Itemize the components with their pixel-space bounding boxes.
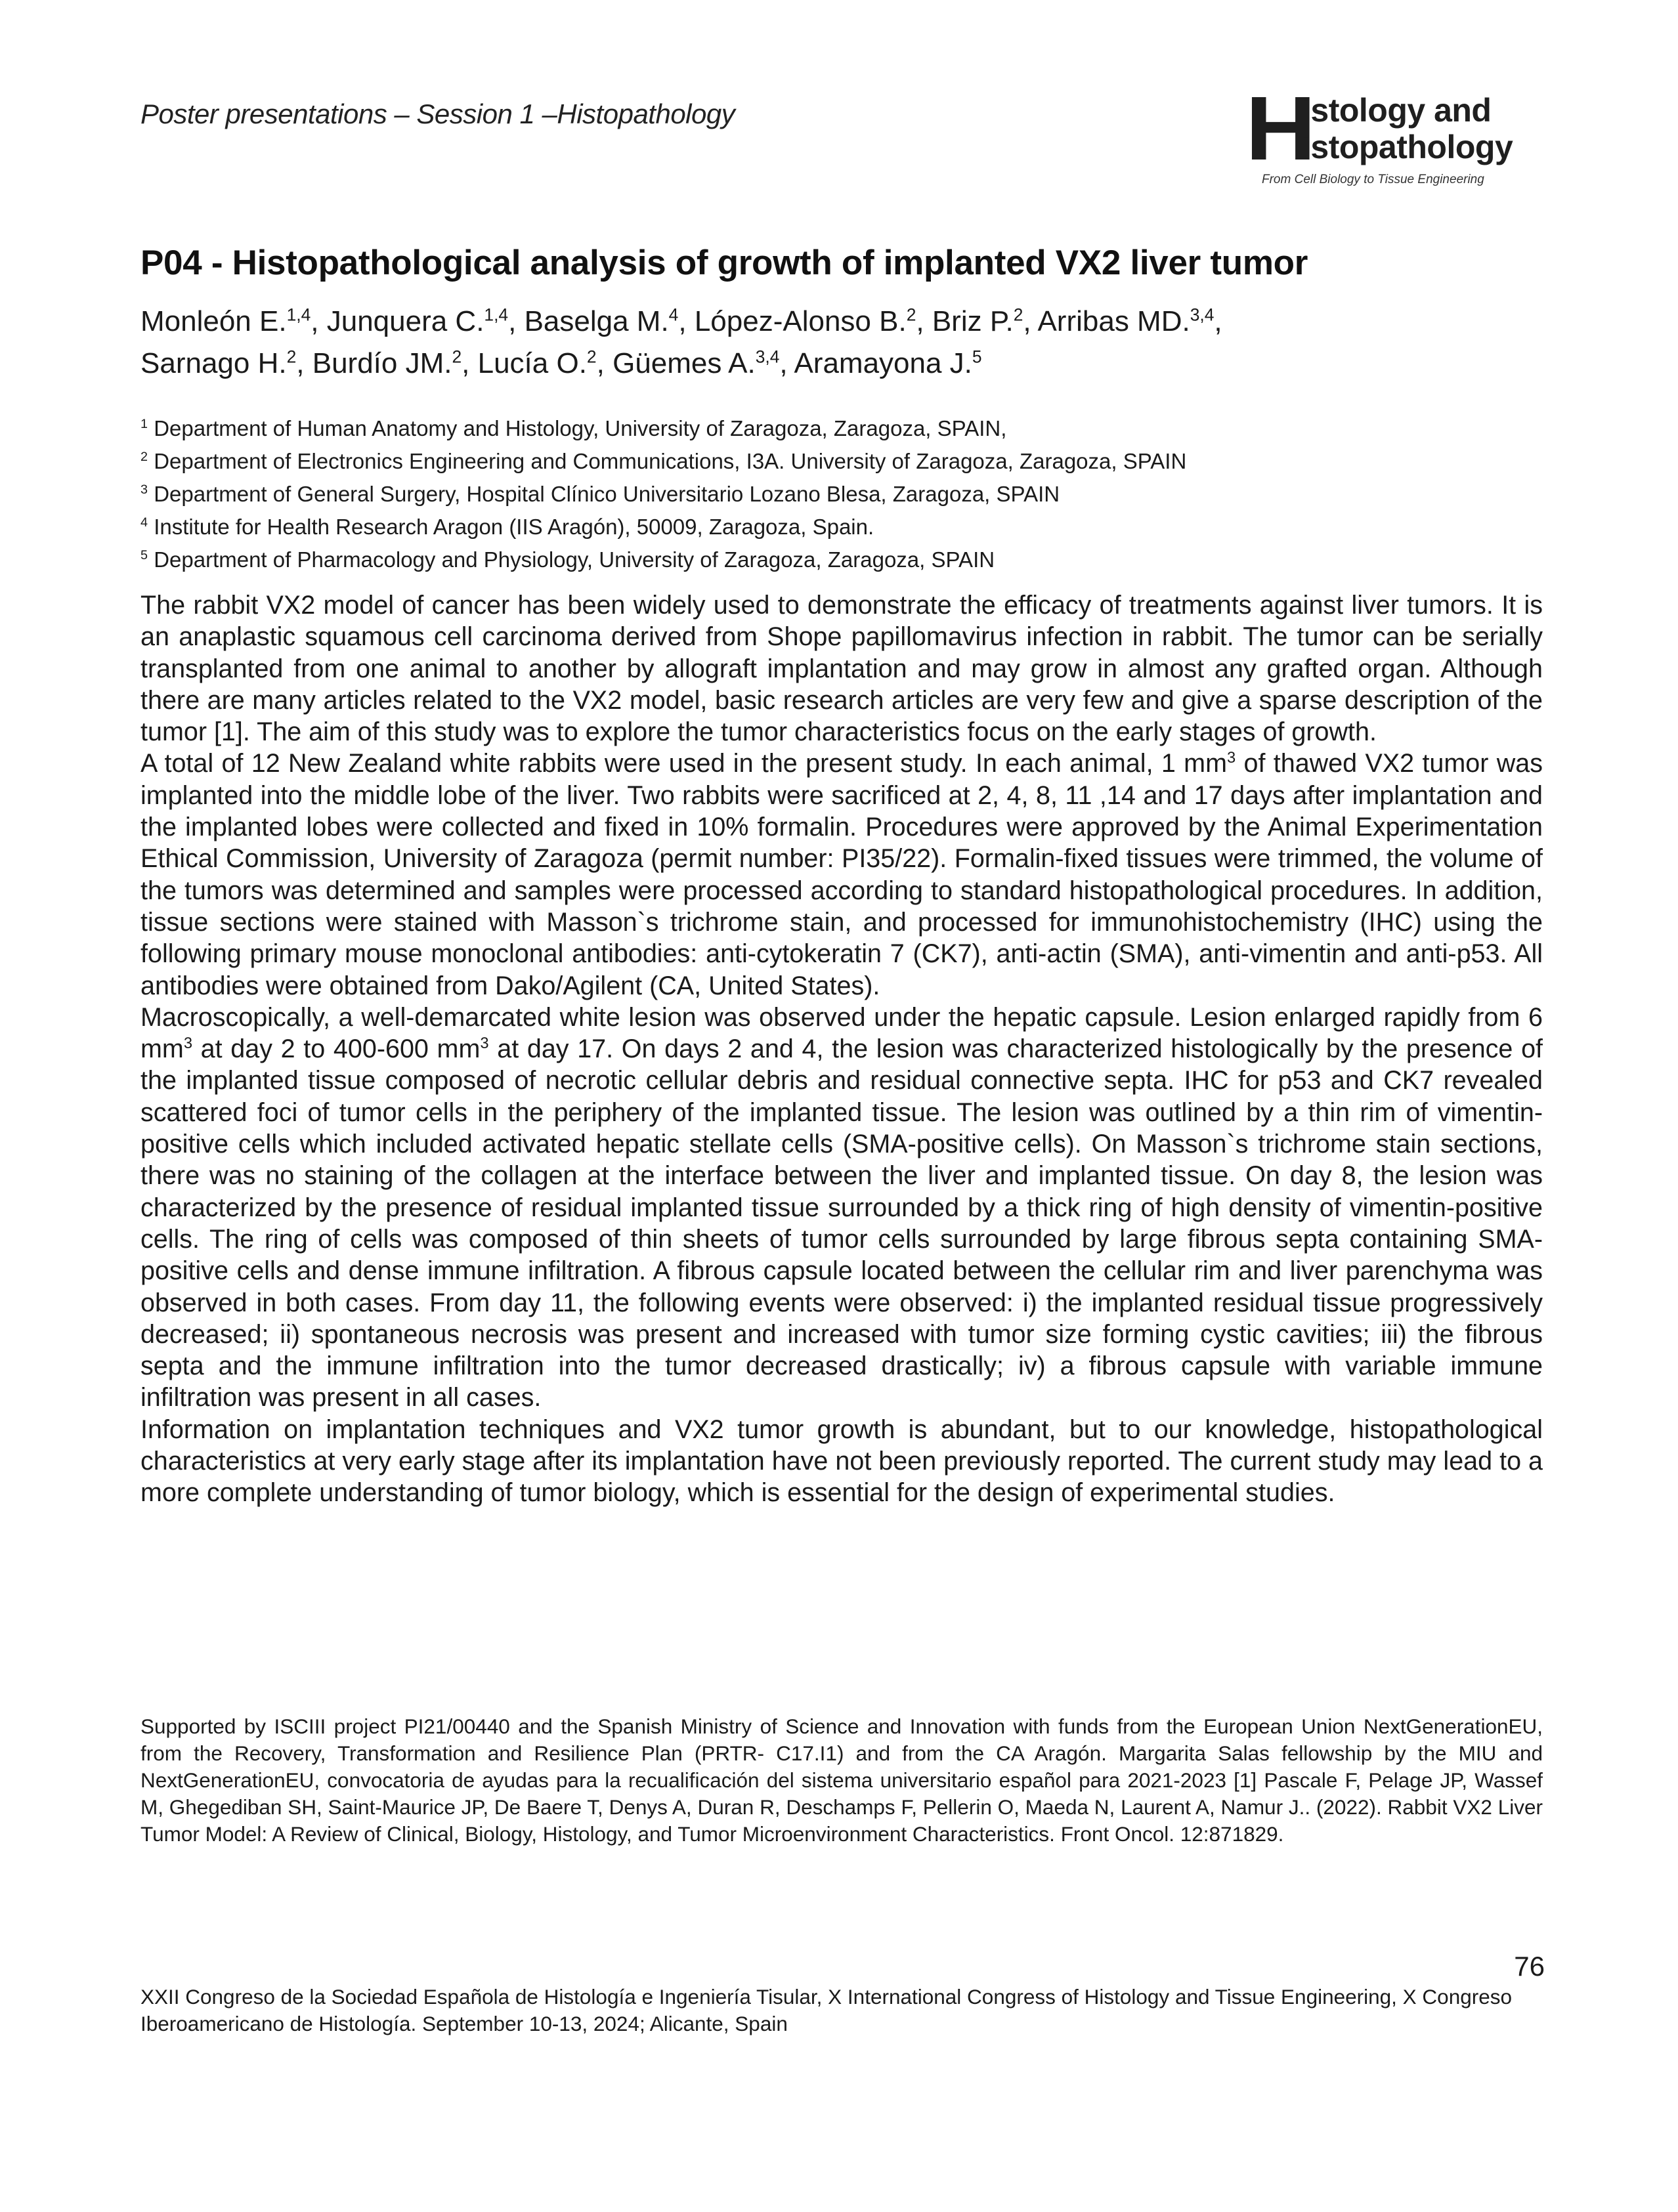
affiliation-text: Department of General Surgery, Hospital Clínico Universitario Lozano Blesa, Zaragoza, SPAIN (154, 482, 1060, 506)
author-name: Briz P. (932, 305, 1014, 337)
affiliation (140, 412, 1552, 445)
affiliation (140, 511, 1552, 543)
paragraph-text: at day 2 to 400-600 mm (192, 1034, 481, 1064)
author-name: Güemes A. (613, 347, 756, 379)
author-name: Lucía O. (477, 347, 587, 379)
logo-tagline: From Cell Biology to Tissue Engineering (1262, 173, 1484, 186)
author (1037, 305, 1214, 337)
author-affil-sup: 4 (668, 305, 679, 325)
author-name: Arribas MD. (1037, 305, 1190, 337)
paragraph-results (140, 1002, 1543, 1414)
author-name: Burdío JM. (312, 347, 452, 379)
affiliation-number: 2 (140, 450, 148, 464)
author (140, 305, 311, 337)
superscript: 3 (1226, 750, 1236, 767)
affiliation (140, 478, 1552, 511)
abstract-body (140, 589, 1543, 1509)
superscript: 3 (480, 1035, 489, 1052)
paragraph-text: of thawed VX2 tumor was implanted into the middle lobe of the liver. Two rabbits were sacrificed at 2, 4, 8, 11 ,14 and 17 days after implantation and the implanted lobes were collected and fixed in 10% formalin. Procedures were approved by the Animal Experimentation Ethical Commission, University of Zaragoza (permit number: PI35/22). Formalin-fixed tissues were trimmed, the volume of the tumors was determined and samples were processed according to standard histopathological procedures. In addition, tissue sections were stained with Masson`s trichrome stain, and processed for immunohistochemistry (IHC) using the following primary mouse monoclonal antibodies: anti-cytokeratin 7 (CK7), anti-actin (SMA), anti-vimentin and anti-p53. All antibodies were obtained from Dako/Agilent (CA, United States). (140, 749, 1543, 1000)
affiliation (140, 445, 1552, 478)
paragraph-text: Macroscopically, a well-demarcated white lesion was observed under the hepatic capsule. Lesion enlarged rapidly from 6 mm (140, 1002, 1543, 1064)
article-title: P04 - Histopathological analysis of growth of implanted VX2 liver tumor (140, 244, 1308, 282)
author-name: Monleón E. (140, 305, 287, 337)
author-name: Baselga M. (524, 305, 669, 337)
author (478, 347, 597, 379)
paragraph-methods (140, 748, 1543, 1001)
author-affil-sup: 3,4 (755, 347, 780, 367)
author (312, 347, 462, 379)
page-number: 76 (1514, 1951, 1545, 1982)
affiliation-text: Department of Electronics Engineering and Communications, I3A. University of Zaragoza, Zaragoza, SPAIN (154, 449, 1187, 473)
author-name: López-Alonso B. (694, 305, 907, 337)
paragraph-conclusion (140, 1414, 1543, 1509)
author (695, 305, 916, 337)
affiliation-text: Institute for Health Research Aragon (IIS Aragón), 50009, Zaragoza, Spain. (154, 515, 874, 539)
author (794, 347, 981, 379)
affiliation-text: Department of Pharmacology and Physiology, University of Zaragoza, Zaragoza, SPAIN (154, 547, 995, 572)
affiliation-number: 3 (140, 482, 148, 497)
author (932, 305, 1023, 337)
affiliation-number: 4 (140, 515, 148, 530)
logo-initial: H (1245, 78, 1316, 179)
affiliation-list (140, 412, 1552, 576)
author-affil-sup: 3,4 (1190, 305, 1215, 325)
author-name: Junquera C. (326, 305, 484, 337)
paragraph-text: Information on implantation techniques and VX2 tumor growth is abundant, but to our knowledge, histopathological characteristics at very early stage after its implantation have not been previously reported. The current study may lead to a more complete understanding of tumor biology, which is essential for the design of experimental studies. (140, 1414, 1543, 1508)
author-affil-sup: 2 (1013, 305, 1023, 325)
author-affil-sup: 1,4 (286, 305, 311, 325)
superscript: 3 (183, 1035, 192, 1052)
journal-logo (1245, 78, 1547, 190)
affiliation-text: Department of Human Anatomy and Histology, University of Zaragoza, Zaragoza, SPAIN, (154, 416, 1007, 440)
author (327, 305, 508, 337)
affiliation-number: 1 (140, 417, 148, 431)
logo-line-1: istology and (1302, 92, 1492, 129)
affiliation-number: 5 (140, 548, 148, 563)
author (613, 347, 779, 379)
logo-line-2: istopathology (1302, 129, 1513, 165)
paragraph-text: at day 17. On days 2 and 4, the lesion was characterized histologically by the presence of the implanted tissue composed of necrotic cellular debris and residual connective septa. IHC for p53 and CK7 revealed scattered foci of tumor cells in the periphery of the implanted tissue. The lesion was outlined by a thin rim of vimentin-positive cells which included activated hepatic stellate cells (SMA-positive cells). On Masson`s trichrome stain sections, there was no staining of the collagen at the interface between the liver and implanted tissue. On day 8, the lesion was characterized by the presence of residual implanted tissue surrounded by a thick ring of high density of vimentin-positive cells. The ring of cells was composed of thin sheets of tumor cells surrounded by large fibrous septa containing SMA-positive cells and dense immune infiltration. A fibrous capsule located between the cellular rim and liver parenchyma was observed in both cases. From day 11, the following events were observed: i) the implanted residual tissue progressively decreased; ii) spontaneous necrosis was present and increased with tumor size forming cystic cavities; iii) the fibrous septa and the immune infiltration into the tumor decreased drastically; iv) a fibrous capsule with variable immune infiltration was present in all cases. (140, 1034, 1543, 1413)
author-affil-sup: 2 (452, 347, 462, 367)
author-affil-sup: 2 (906, 305, 916, 325)
author-list: Monleón E.$^{1,4}$, Junquera C.$^{1,4}$, Baselga M.$^4$, López-Alonso B.$^2$, Briz P.$^2$, Arribas MD.$^{3,4}$, Sarnago H.$^2$, Burdío JM.$^2$, Lucía O.$^2$, Güemes A.$^{3,4}$, Aramayona J.$^5$ (140, 305, 1222, 379)
funding-and-references: Supported by ISCIII project PI21/00440 and the Spanish Ministry of Science and Innovation with funds from the European Union NextGenerationEU, from the Recovery, Transformation and Resilience Plan (PRTR- C17.I1) and from the CA Aragón. Margarita Salas fellowship by the MIU and NextGenerationEU, convocatoria de ayudas para la recualificación del sistema universitario español para 2021-2023 [1] Pascale F, Pelage JP, Wassef M, Ghegediban SH, Saint-Maurice JP, De Baere T, Denys A, Duran R, Deschamps F, Pellerin O, Maeda N, Laurent A, Namur J.. (2022). Rabbit VX2 Liver Tumor Model: A Review of Clinical, Biology, Histology, and Tumor Microenvironment Characteristics. Front Oncol. 12:871829. (140, 1714, 1543, 1846)
author (525, 305, 679, 337)
running-header: Poster presentations – Session 1 –Histopathology (140, 98, 735, 129)
author (140, 347, 296, 379)
author-name: Aramayona J. (794, 347, 972, 379)
paragraph-introduction (140, 589, 1543, 748)
author-name: Sarnago H. (140, 347, 287, 379)
author-affil-sup: 1,4 (484, 305, 509, 325)
author-affil-sup: 5 (972, 347, 982, 367)
paragraph-text: A total of 12 New Zealand white rabbits were used in the present study. In each animal, 1 mm (140, 749, 1227, 778)
conference-footer: XXII Congreso de la Sociedad Española de Histología e Ingeniería Tisular, X International Congress of Histology and Tissue Engineering, X Congreso Iberoamericano de Histología. September 10-13, 2024; Alicante, Spain (140, 1985, 1513, 2035)
paragraph-text: The rabbit VX2 model of cancer has been widely used to demonstrate the efficacy of treatments against liver tumors. It is an anaplastic squamous cell carcinoma derived from Shope papillomavirus infection in rabbit. The tumor can be serially transplanted from one animal to another by allograft implantation and may grow in almost any grafted organ. Although there are many articles related to the VX2 model, basic research articles are very few and give a sparse description of the tumor [1]. The aim of this study was to explore the tumor characteristics focus on the early stages of growth. (140, 591, 1543, 747)
author-affil-sup: 2 (286, 347, 297, 367)
affiliation (140, 543, 1552, 576)
author-affil-sup: 2 (586, 347, 597, 367)
